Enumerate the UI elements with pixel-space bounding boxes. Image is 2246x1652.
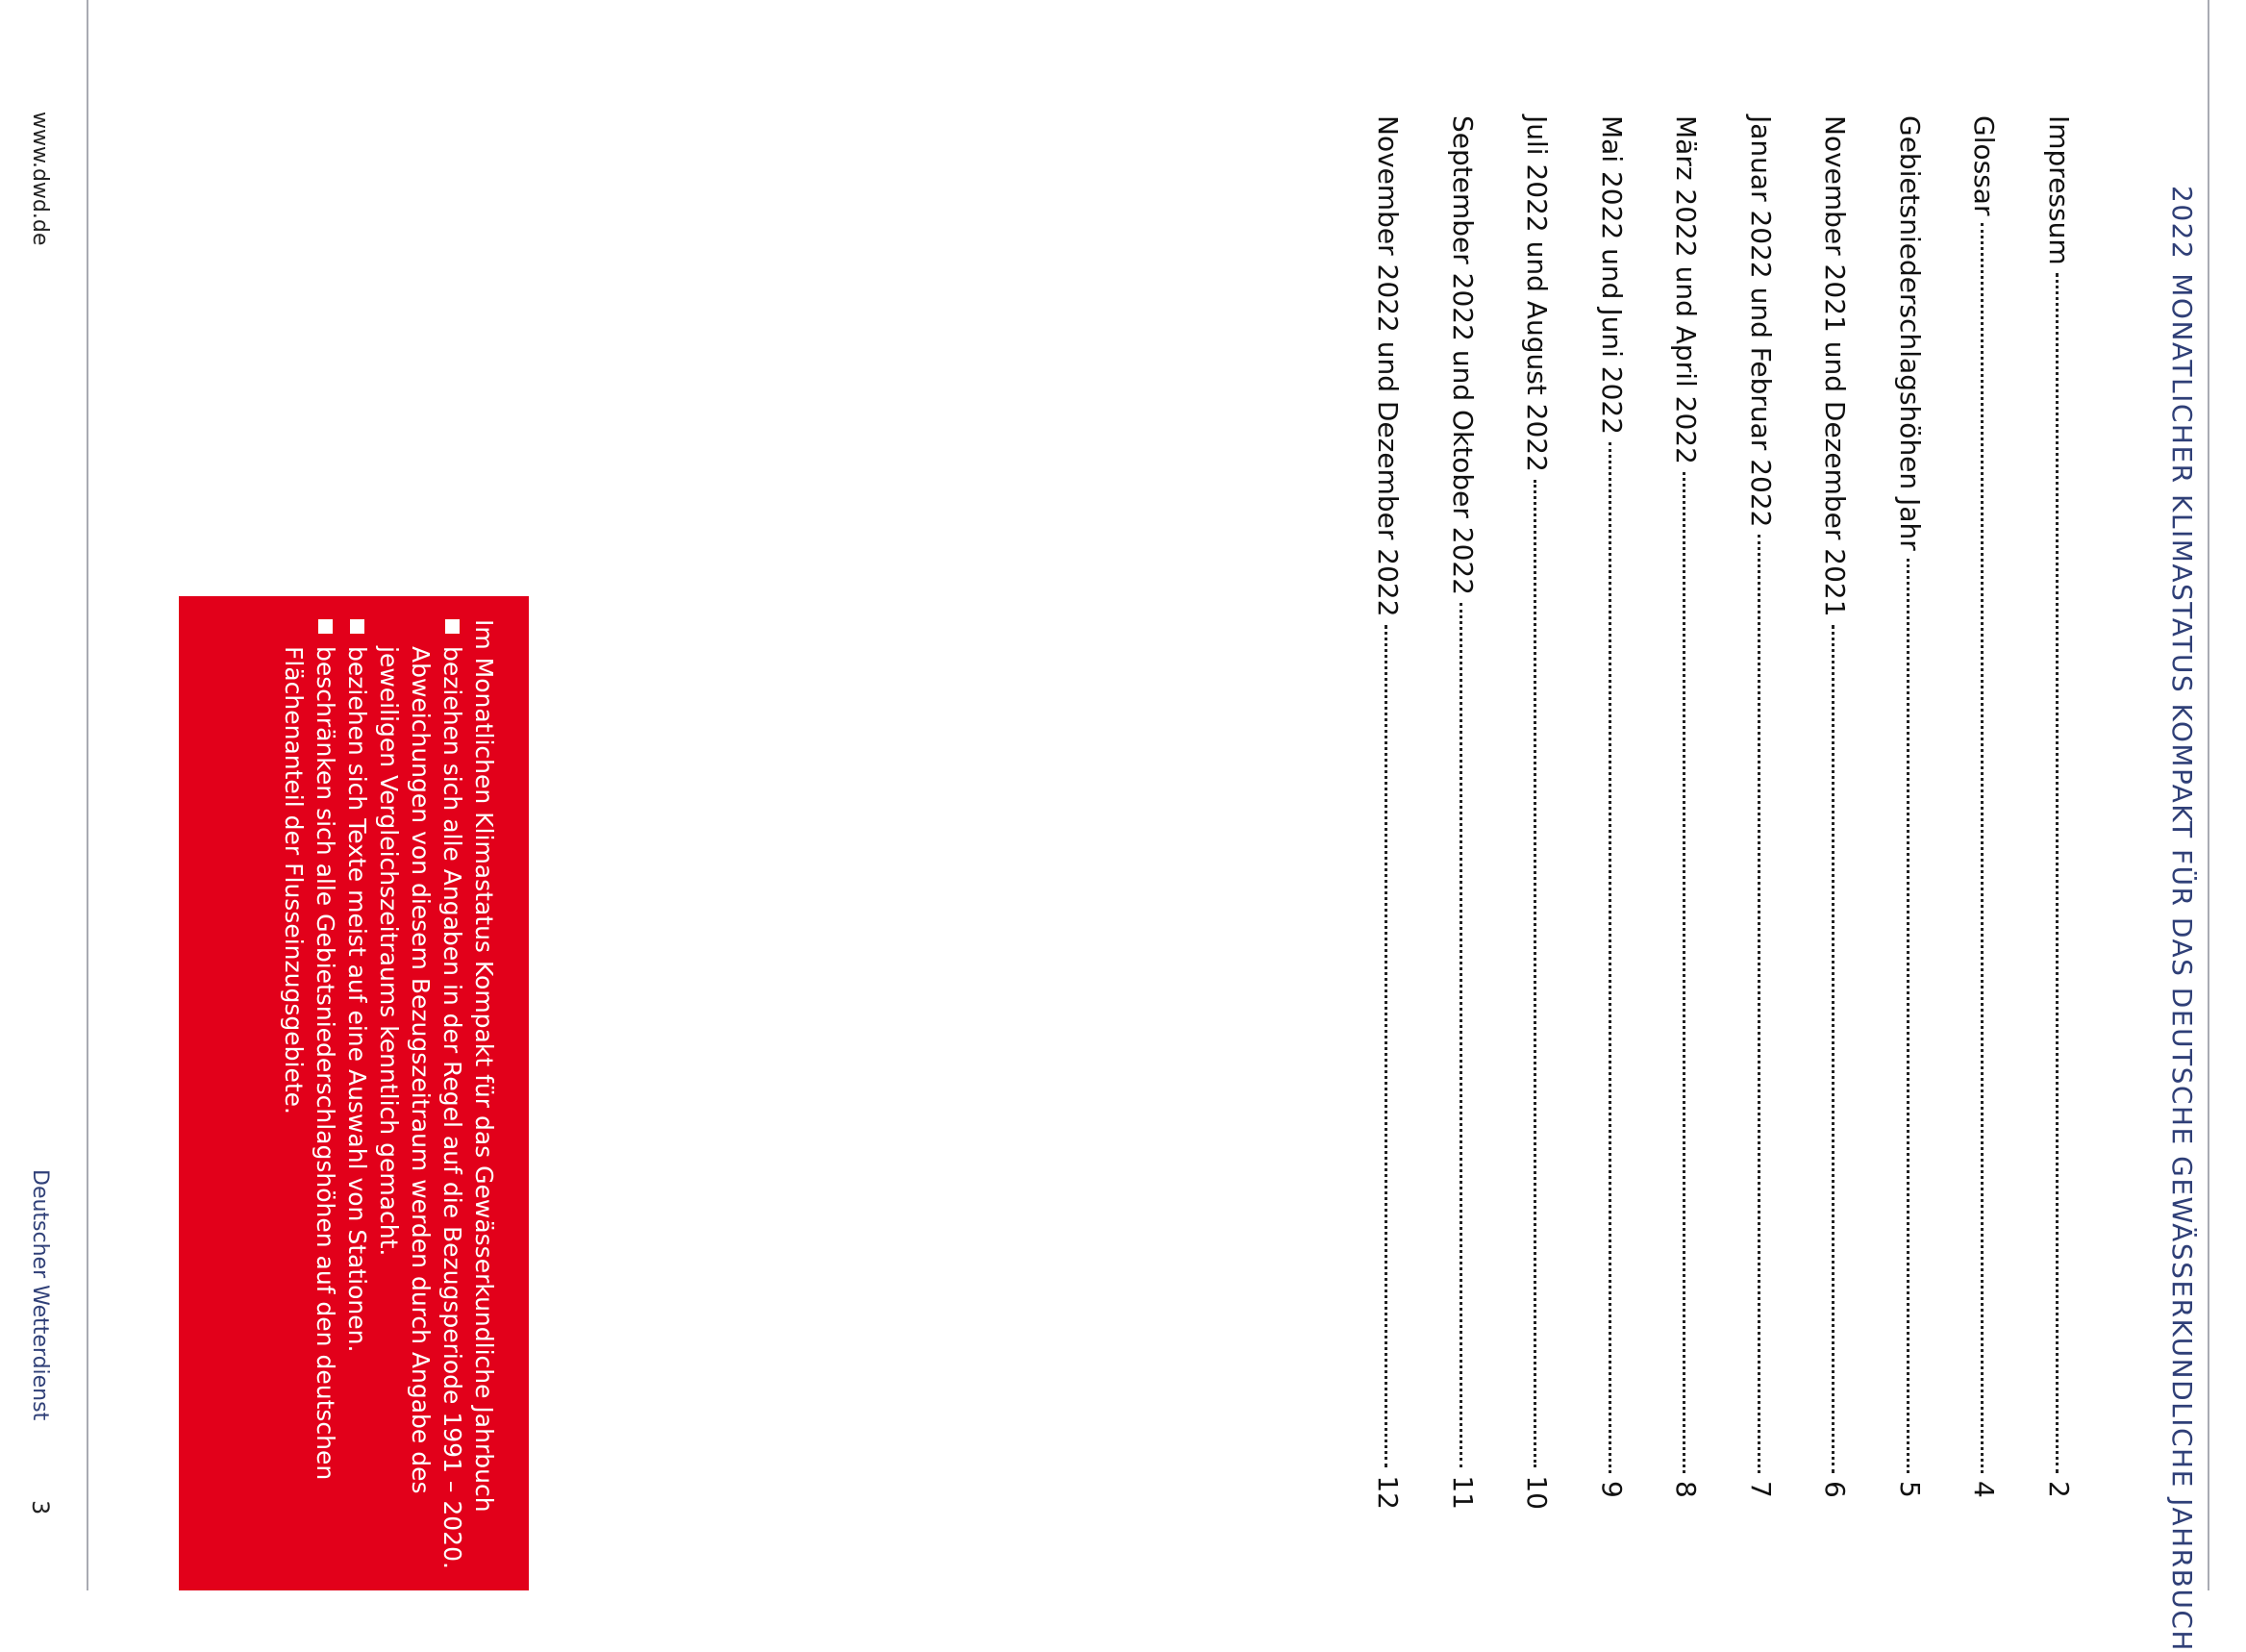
toc-item-page: 6 bbox=[1819, 1481, 1852, 1498]
table-of-contents bbox=[1330, 115, 2075, 1510]
toc-item[interactable] bbox=[1330, 115, 1405, 1510]
info-bullet-item bbox=[278, 619, 341, 1571]
header-title: MONATLICHER KLIMASTATUS KOMPAKT FÜR DAS DEUTSCHE GEWÄSSERKUNDLICHE JAHRBUCH bbox=[2166, 273, 2198, 1652]
toc-item[interactable] bbox=[2001, 115, 2076, 1510]
toc-item-page: 12 bbox=[1372, 1475, 1405, 1510]
info-box bbox=[179, 596, 529, 1590]
footer-organization: Deutscher Wetterdienst bbox=[28, 1169, 52, 1421]
toc-item-title: Gebietsniederschlagshöhen Jahr bbox=[1894, 115, 1926, 551]
toc-item-title: Mai 2022 und Juni 2022 bbox=[1596, 115, 1628, 436]
info-bullet-text: beschränken sich alle Gebietsniederschlagshöhen auf den deutschen Flächenanteil der Flusseinzugsgebiete. bbox=[280, 646, 339, 1481]
toc-item-page: 9 bbox=[1596, 1481, 1628, 1498]
toc-item-page: 5 bbox=[1894, 1481, 1926, 1498]
toc-leader-dots bbox=[1907, 559, 1909, 1473]
toc-leader-dots bbox=[1758, 535, 1760, 1473]
toc-leader-dots bbox=[2056, 273, 2059, 1473]
footer-page-number: 3 bbox=[27, 1500, 54, 1515]
toc-item-title: September 2022 und Oktober 2022 bbox=[1447, 115, 1479, 596]
square-bullet-icon bbox=[350, 619, 364, 634]
toc-item[interactable] bbox=[1479, 115, 1554, 1510]
info-bullet-list bbox=[278, 619, 468, 1571]
toc-leader-dots bbox=[1385, 625, 1388, 1468]
info-bullet-item bbox=[373, 619, 468, 1571]
toc-item[interactable] bbox=[1777, 115, 1852, 1510]
toc-item-page: 2 bbox=[2043, 1481, 2075, 1498]
toc-leader-dots bbox=[1460, 603, 1462, 1467]
toc-leader-dots bbox=[1833, 625, 1835, 1473]
toc-item-page: 8 bbox=[1670, 1481, 1703, 1498]
info-bullet-item bbox=[341, 619, 373, 1571]
toc-item-page: 10 bbox=[1521, 1475, 1554, 1510]
toc-item[interactable] bbox=[1926, 115, 2001, 1510]
page-header bbox=[2166, 186, 2198, 1652]
toc-leader-dots bbox=[1684, 472, 1686, 1473]
header-year: 2022 bbox=[2166, 186, 2198, 261]
toc-item[interactable] bbox=[1852, 115, 1927, 1510]
toc-item-title: Impressum bbox=[2043, 115, 2075, 265]
toc-item[interactable] bbox=[1405, 115, 1480, 1510]
toc-item-title: Glossar bbox=[1968, 115, 2001, 216]
toc-item-title: März 2022 und April 2022 bbox=[1670, 115, 1703, 464]
toc-leader-dots bbox=[1535, 480, 1537, 1467]
toc-item-title: November 2021 und Dezember 2021 bbox=[1819, 115, 1852, 617]
toc-leader-dots bbox=[1609, 442, 1611, 1473]
toc-item-page: 7 bbox=[1745, 1481, 1777, 1498]
toc-item-title: Juli 2022 und August 2022 bbox=[1521, 115, 1554, 472]
square-bullet-icon bbox=[318, 619, 333, 634]
toc-leader-dots bbox=[1982, 223, 1984, 1473]
footer-url-link[interactable]: www.dwd.de bbox=[28, 112, 52, 246]
top-frame-line bbox=[2208, 0, 2209, 1590]
info-bullet-text: beziehen sich Texte meist auf eine Auswahl von Stationen. bbox=[343, 646, 371, 1353]
toc-item-title: November 2022 und Dezember 2022 bbox=[1372, 115, 1405, 617]
toc-item[interactable] bbox=[1703, 115, 1778, 1510]
info-bullet-text: beziehen sich alle Angaben in der Regel auf die Bezugsperiode 1991 – 2020. Abweichungen von diesem Bezugszeitraum werden durch Angabe des jeweiligen Vergleichszeitraums kenntlich gemacht. bbox=[375, 646, 466, 1569]
toc-item[interactable] bbox=[1628, 115, 1703, 1510]
info-intro: Im Monatlichen Klimastatus Kompakt für das Gewässerkundliche Jahrbuch bbox=[470, 619, 498, 1513]
toc-item-page: 4 bbox=[1968, 1481, 2001, 1498]
toc-item-page: 11 bbox=[1447, 1475, 1479, 1510]
toc-item-title: Januar 2022 und Februar 2022 bbox=[1745, 115, 1777, 528]
square-bullet-icon bbox=[445, 619, 460, 634]
bottom-frame-line bbox=[87, 0, 88, 1590]
toc-item[interactable] bbox=[1554, 115, 1629, 1510]
